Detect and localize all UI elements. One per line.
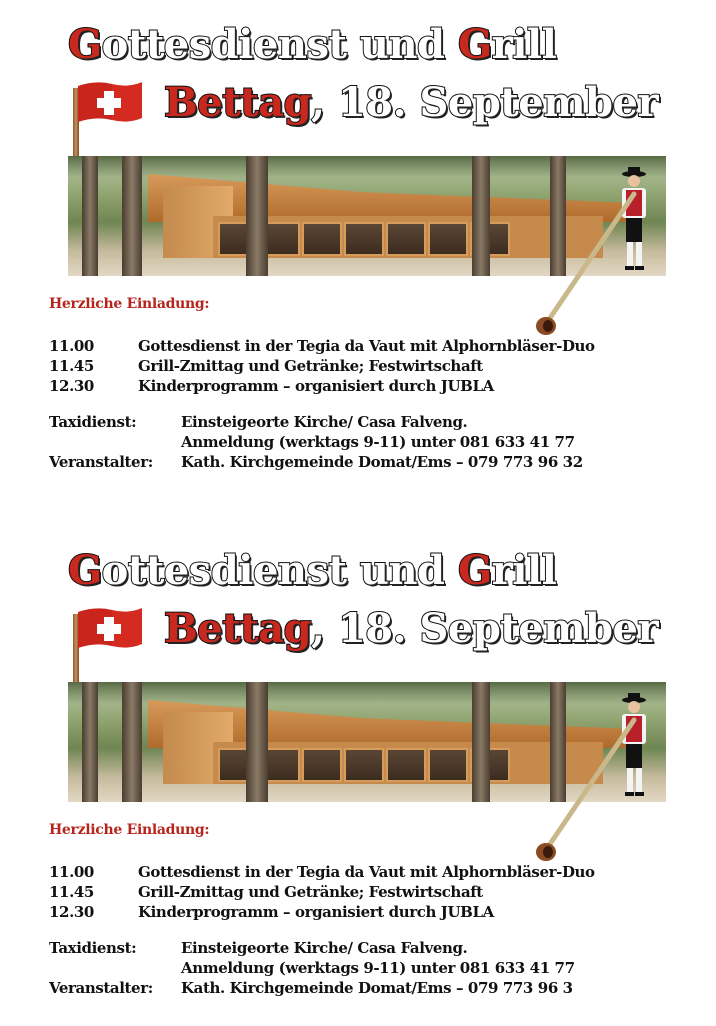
swiss-flag-icon [76,80,144,124]
schedule-row: 11.45 Grill-Zmittag und Getränke; Festwirtschaft [49,883,483,901]
schedule-list [49,862,669,922]
info-row-registration: Anmeldung (werktags 9-11) unter 081 633 41 77 [181,433,575,451]
event-title: Gottesdienst und Grill [68,21,557,68]
info-list [49,938,689,998]
info-row-organizer: Veranstalter: Kath. Kirchgemeinde Domat/Ems – 079 773 96 32 [49,453,583,471]
alphorn-icon [528,190,658,340]
schedule-row: 11.00 Gottesdienst in der Tegia da Vaut mit Alphornbläser-Duo [49,863,595,881]
schedule-row: 12.30 Kinderprogramm – organisiert durch JUBLA [49,377,494,395]
info-row-taxi: Taxidienst: Einsteigeorte Kirche/ Casa Falveng. [49,939,468,957]
info-list [49,412,689,472]
schedule-row: 11.45 Grill-Zmittag und Getränke; Festwirtschaft [49,357,483,375]
alphorn-icon [528,716,658,866]
flyer-bottom [0,526,716,1026]
event-date: Bettag, 18. September [164,605,659,652]
info-row-organizer: Veranstalter: Kath. Kirchgemeinde Domat/Ems – 079 773 96 3 [49,979,573,997]
invite-heading: Herzliche Einladung: [49,296,210,312]
info-row-registration: Anmeldung (werktags 9-11) unter 081 633 41 77 [181,959,575,977]
event-date: Bettag, 18. September [164,79,659,126]
schedule-row: 11.00 Gottesdienst in der Tegia da Vaut mit Alphornbläser-Duo [49,337,595,355]
swiss-flag-icon [76,606,144,650]
info-row-taxi: Taxidienst: Einsteigeorte Kirche/ Casa Falveng. [49,413,468,431]
event-title: Gottesdienst und Grill [68,547,557,594]
flyer-top [0,0,716,500]
invite-heading: Herzliche Einladung: [49,822,210,838]
schedule-list [49,336,669,396]
schedule-row: 12.30 Kinderprogramm – organisiert durch JUBLA [49,903,494,921]
